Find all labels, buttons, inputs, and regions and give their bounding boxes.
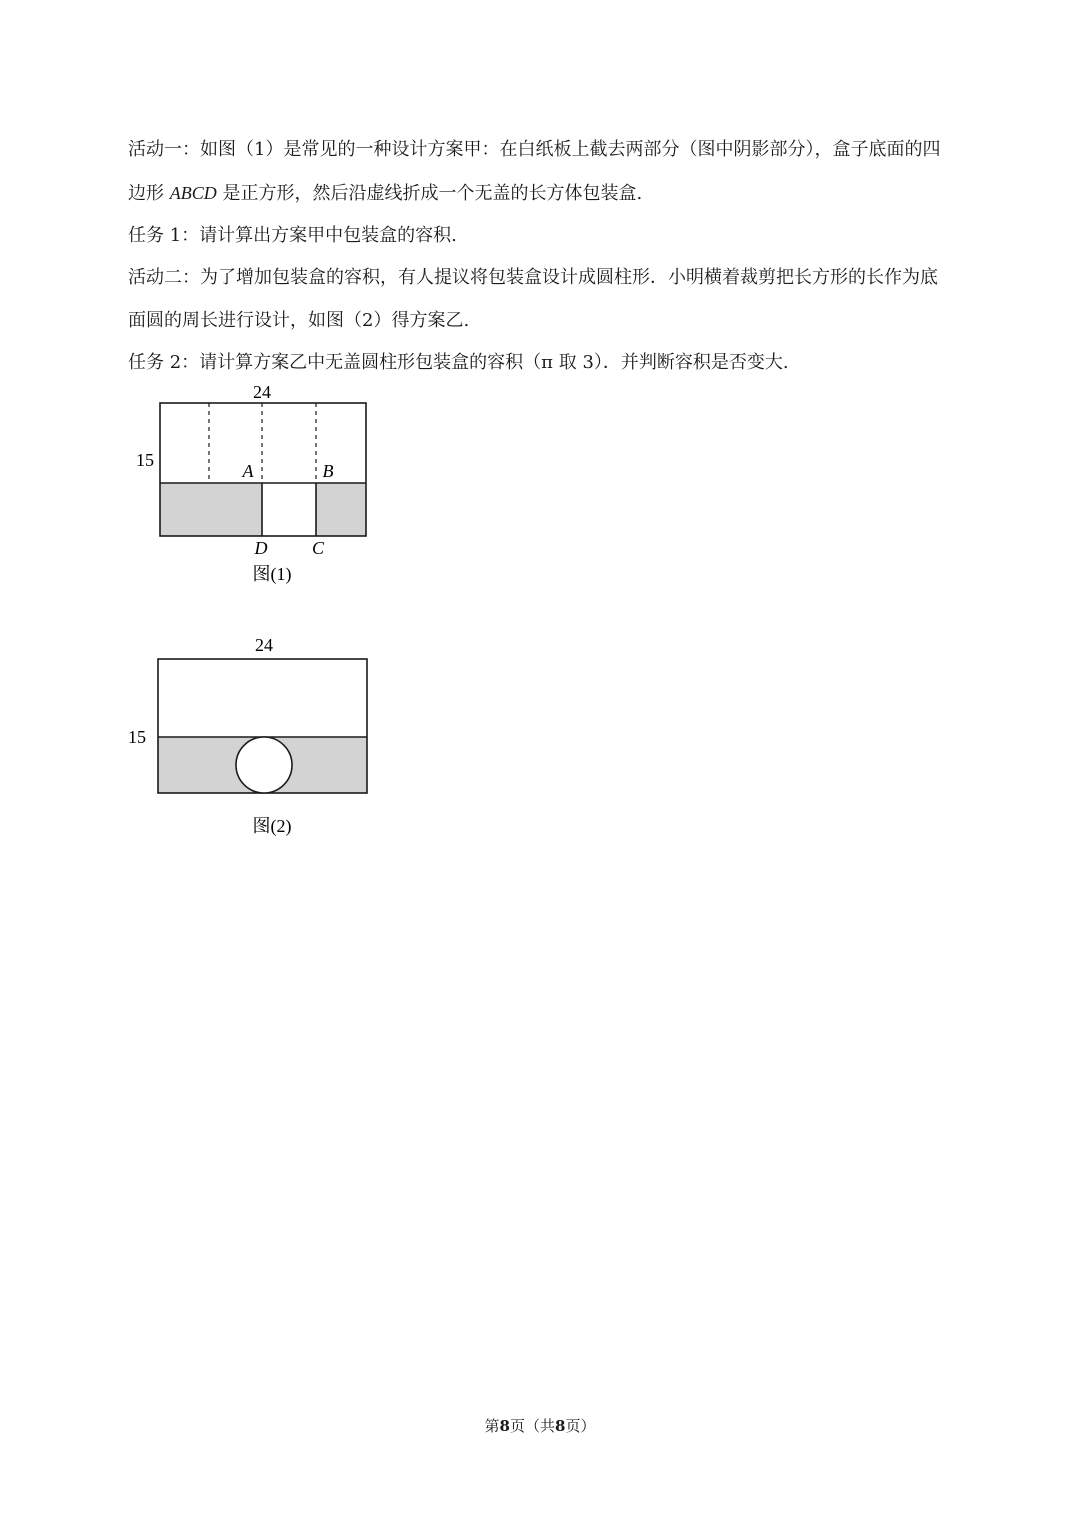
activity2-line2: 面圆的周长进行设计，如图（2）得方案乙. [128,310,470,331]
fig1-width-label: 24 [253,382,271,402]
footer-prefix: 第 [484,1417,500,1435]
fig2-width-label: 24 [255,635,273,655]
footer-middle: 页（共 [509,1417,555,1435]
fig2-caption: 图(2) [252,816,292,836]
quadrilateral-abcd: ABCD [169,183,217,203]
fig2-height-label: 15 [128,727,146,747]
fig1-shade-right [316,483,366,536]
activity1-line2-suffix: 是正方形，然后沿虚线折成一个无盖的长方体包装盒. [216,183,643,204]
activity2-line1: 活动二：为了增加包装盒的容积，有人提议将包装盒设计成圆柱形．小明横着裁剪把长方形的长作为底 [128,267,938,288]
activity1-line2 [128,181,988,206]
fig1-label-c: C [311,538,325,558]
fig1-caption: 图(1) [252,564,292,584]
fig1-height-label: 15 [136,450,154,470]
footer-suffix: 页） [565,1417,596,1435]
fig1-label-b: B [322,461,334,481]
footer-total-pages: 8 [555,1417,566,1435]
figure-1 [120,378,400,592]
activity1-line2-prefix: 边形 [128,183,170,204]
footer-page-number: 8 [499,1417,510,1435]
activity1-line1: 活动一：如图（1）是常见的一种设计方案甲：在白纸板上截去两部分（图中阴影部分），盒子底面的四 [128,139,941,160]
task2: 任务 2：请计算方案乙中无盖圆柱形包装盒的容积（π 取 3）．并判断容积是否变大. [128,352,789,373]
fig1-shade-left [160,483,262,536]
fig1-label-d: D [254,538,268,558]
fig1-label-a: A [242,461,254,481]
figure-2 [120,630,400,849]
page-footer [0,1416,1080,1436]
task1: 任务 1：请计算出方案甲中包装盒的容积. [128,225,457,246]
fig2-base-circle [236,737,292,793]
